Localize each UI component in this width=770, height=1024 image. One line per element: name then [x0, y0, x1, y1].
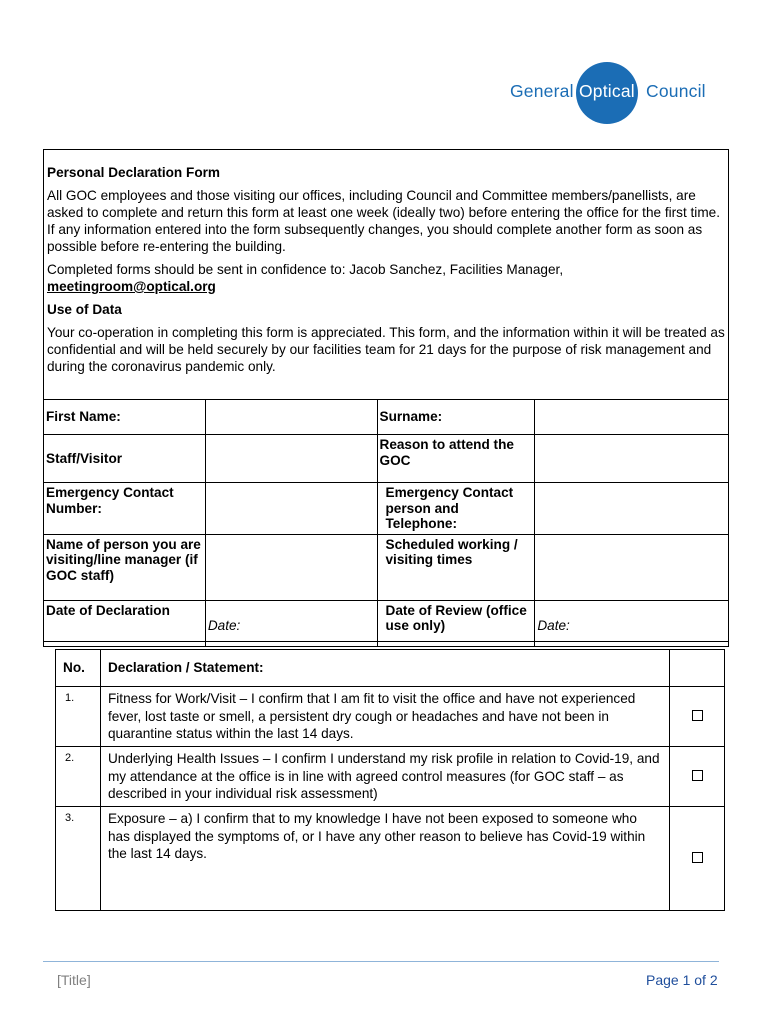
footer-title: [Title]	[57, 972, 91, 988]
date-declaration-field[interactable]: Date:	[205, 600, 377, 646]
checkbox-cell	[670, 687, 725, 747]
date-review-label: Date of Review (office use only)	[377, 600, 535, 646]
person-visiting-field[interactable]	[205, 534, 377, 600]
table-row	[44, 483, 729, 535]
intro-section	[47, 164, 729, 381]
logo-word-optical: Optical	[579, 81, 635, 101]
statement-text: Exposure – a) I confirm that to my knowledge I have not been exposed to someone who has displayed the symptoms of, or I have any other reason to believe has Covid-19 within the last 14 days.	[100, 807, 669, 911]
table-row	[44, 435, 729, 483]
declaration-table	[55, 649, 725, 911]
logo-word-council: Council	[646, 81, 706, 101]
person-visiting-label: Name of person you are visiting/line manager (if GOC staff)	[44, 534, 206, 600]
row-number: 3.	[56, 807, 101, 911]
email-link[interactable]: meetingroom@optical.org	[47, 279, 216, 294]
emergency-person-label: Emergency Contact person and Telephone:	[377, 483, 535, 535]
footer-divider	[43, 961, 719, 962]
submission-paragraph	[47, 261, 729, 295]
fitness-checkbox[interactable]	[692, 710, 703, 721]
page-number: Page 1 of 2	[646, 972, 718, 988]
form-box	[43, 149, 729, 642]
date-declaration-label: Date of Declaration	[44, 600, 206, 646]
row-number: 2.	[56, 747, 101, 807]
scheduled-times-field[interactable]	[535, 534, 729, 600]
statement-text: Fitness for Work/Visit – I confirm that I am fit to visit the office and have not experienced fever, lost taste or smell, a persistent dry cough or headaches and have not been in quarantine status within the last 14 days.	[100, 687, 669, 747]
table-row	[44, 534, 729, 600]
reason-field[interactable]	[535, 435, 729, 483]
row-number: 1.	[56, 687, 101, 747]
emergency-number-label: Emergency Contact Number:	[44, 483, 206, 535]
table-row	[44, 600, 729, 646]
use-of-data-heading: Use of Data	[47, 302, 122, 317]
table-row	[44, 400, 729, 435]
health-checkbox[interactable]	[692, 770, 703, 781]
header-checkbox-col	[670, 650, 725, 687]
scheduled-times-label: Scheduled working / visiting times	[377, 534, 535, 600]
table-row	[56, 650, 725, 687]
checkbox-cell	[670, 807, 725, 911]
table-row	[56, 807, 725, 911]
header-no: No.	[56, 650, 101, 687]
first-name-label: First Name:	[44, 400, 206, 435]
date-review-field[interactable]: Date:	[535, 600, 729, 646]
form-title: Personal Declaration Form	[47, 165, 220, 180]
reason-label: Reason to attend the GOC	[377, 435, 535, 483]
intro-paragraph: All GOC employees and those visiting our offices, including Council and Committee members/panellists, are asked to complete and return this form at least one week (ideally two) before entering the office for the first time. If any information entered into the form subsequently changes, you should complete another form as soon as possible before re-entering the building.	[47, 188, 720, 254]
first-name-field[interactable]	[205, 400, 377, 435]
emergency-number-field[interactable]	[205, 483, 377, 535]
logo-word-general: General	[510, 81, 574, 101]
emergency-person-field[interactable]	[535, 483, 729, 535]
use-of-data-paragraph: Your co-operation in completing this form is appreciated. This form, and the information within it will be treated as confidential and will be held securely by our facilities team for 21 days for the purpose of risk management and during the coronavirus pandemic only.	[47, 325, 725, 374]
staff-visitor-field[interactable]	[205, 435, 377, 483]
staff-visitor-label: Staff/Visitor	[44, 435, 206, 483]
statement-text: Underlying Health Issues – I confirm I understand my risk profile in relation to Covid-19, and my attendance at the office is in line with agreed control measures (for GOC staff – as described in your individual risk assessment)	[100, 747, 669, 807]
checkbox-cell	[670, 747, 725, 807]
exposure-checkbox[interactable]	[692, 852, 703, 863]
submission-text: Completed forms should be sent in confidence to: Jacob Sanchez, Facilities Manager,	[47, 262, 564, 277]
header-statement: Declaration / Statement:	[100, 650, 669, 687]
goc-logo	[507, 62, 712, 124]
table-row	[56, 687, 725, 747]
surname-label: Surname:	[377, 400, 535, 435]
table-row	[56, 747, 725, 807]
details-table	[43, 399, 729, 647]
surname-field[interactable]	[535, 400, 729, 435]
